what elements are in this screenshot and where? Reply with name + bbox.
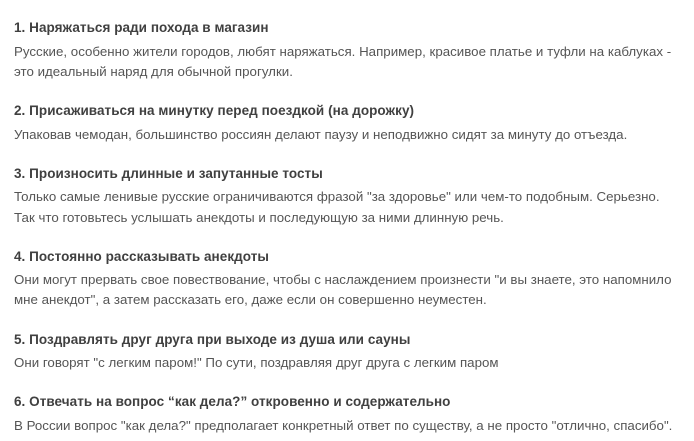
list-item-title: 5. Поздравлять друг друга при выходе из душа или сауны xyxy=(14,331,411,347)
list-item-title: 4. Постоянно рассказывать анекдоты xyxy=(14,248,269,264)
list-item xyxy=(14,101,680,145)
list-item-title: 6. Отвечать на вопрос “как дела?” откровенно и содержательно xyxy=(14,394,451,410)
list-item xyxy=(14,330,680,374)
list-item-body: Они могут прервать свое повествование, чтобы с наслаждением произнести "и вы знаете, это напомнило мне анекдот", а затем рассказать его, даже если он совершенно неуместен. xyxy=(14,272,672,308)
list-item-body: Русские, особенно жители городов, любят наряжаться. Например, красивое платье и туфли на каблуках - это идеальный наряд для обычной прогулки. xyxy=(14,43,672,79)
list-item-body: Они говорят "с легким паром!" По сути, поздравляя друг друга с легким паром xyxy=(14,355,499,371)
list-item xyxy=(14,392,680,436)
list-item-body: Упаковав чемодан, большинство россиян делают паузу и неподвижно сидят за минуту до отъезда. xyxy=(14,126,628,142)
list-item-body: В России вопрос "как дела?" предполагает конкретный ответ по существу, а не просто "отлично, спасибо". xyxy=(14,418,673,433)
list-item-title: 2. Присаживаться на минутку перед поездкой (на дорожку) xyxy=(14,102,415,118)
list-item-title: 1. Наряжаться ради похода в магазин xyxy=(14,20,269,35)
list-item xyxy=(14,247,680,311)
list-item-title: 3. Произносить длинные и запутанные тосты xyxy=(14,165,323,181)
list-item-body: Только самые ленивые русские ограничиваются фразой "за здоровье" или чем-то подобным. Серьезно. Так что готовьтесь услышать анекдоты и последующую за ними длинную речь. xyxy=(14,189,660,225)
list-item xyxy=(14,164,680,228)
list-item xyxy=(14,18,680,82)
